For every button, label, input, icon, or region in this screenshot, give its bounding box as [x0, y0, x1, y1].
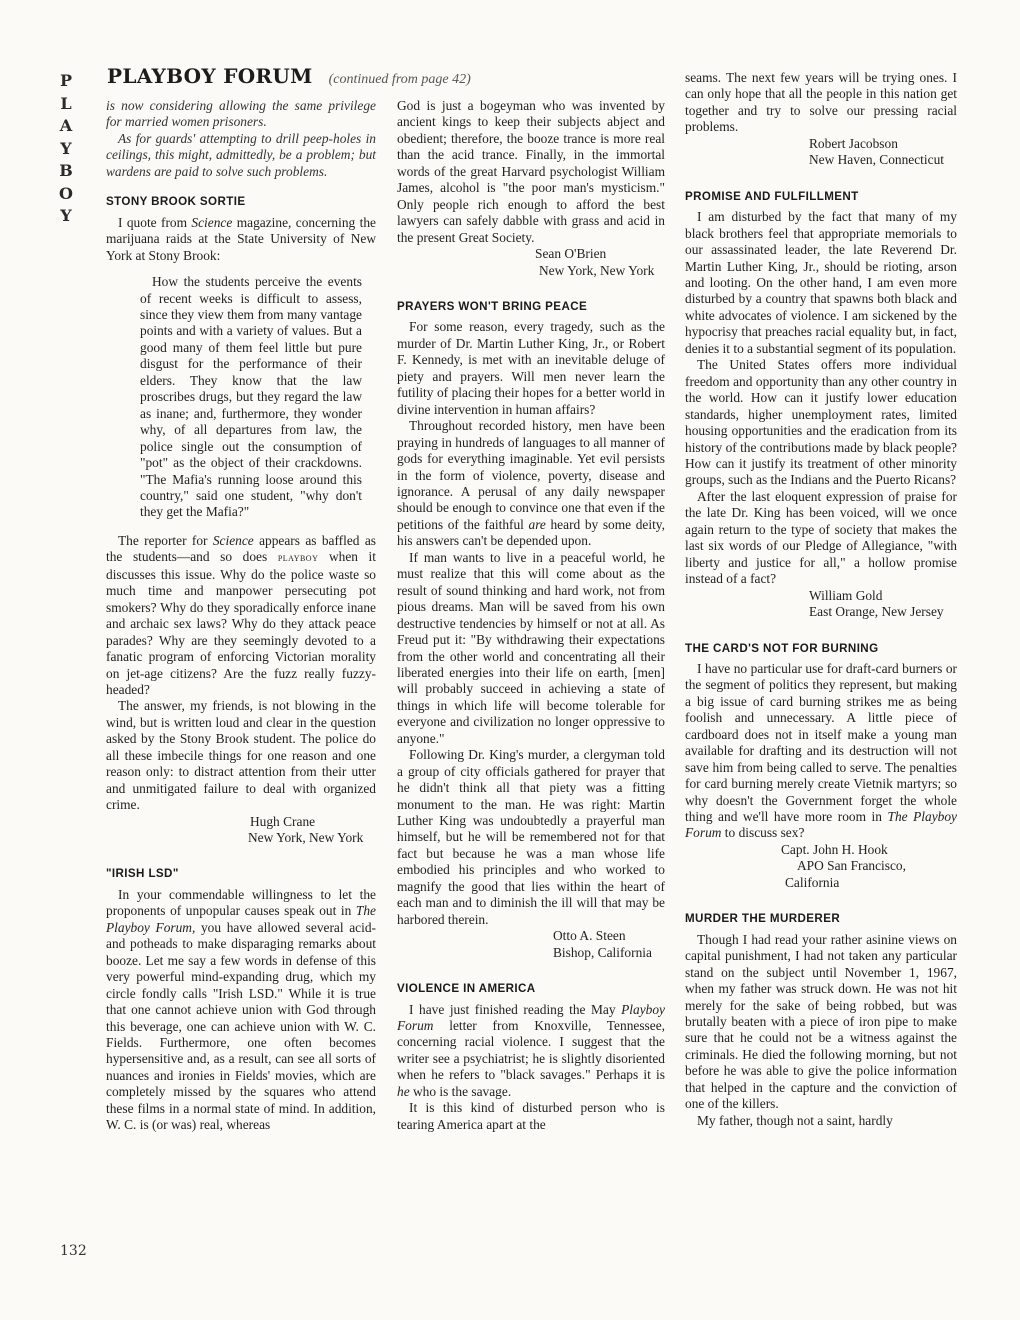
page-header	[107, 64, 667, 88]
letter-paragraph: I have just finished reading the May Playboy Forum letter from Knoxville, Tennessee, concerning racial violence. I suggest that the writer see a psychiatrist; he is slightly disoriented when he refers to "black savages." Perhaps it is he who is the savage.	[397, 1001, 665, 1099]
letter-paragraph: In your commendable willingness to let the proponents of unpopular causes speak out in The Playboy Forum, you have allowed several acid- and potheads to make disparaging remarks about booze. Let me say a few words in defense of this very powerful mind-expanding drug, which my circle fondly calls "Irish LSD." While it is true that one cannot achieve union with God through this beverage, one can achieve union with W. C. Fields. Furthermore, one often becomes hypersensitive and, as a result, can see all sorts of nuances and ironies in Fields' movies, which are completely missed by the squares who attend these films in a normal state of mind. In addition, W. C. is (or was) real, whereas	[106, 886, 376, 1133]
letter-heading: PROMISE AND FULFILLMENT	[685, 189, 859, 203]
brand-letter: O	[59, 183, 73, 203]
brand-letter: Y	[60, 206, 72, 225]
letter-heading: MURDER THE MURDERER	[685, 912, 841, 926]
signature-name: Otto A. Steen	[553, 928, 626, 944]
vertical-brand-label	[54, 70, 78, 228]
brand-letter: L	[60, 93, 72, 113]
letter-paragraph: seams. The next few years will be trying ones. I can only hope that all the people in this nation get together and try to solve our pressing racial problems.	[685, 70, 957, 135]
brand-letter: A	[59, 116, 73, 135]
letter-paragraph: For some reason, every tragedy, such as the murder of Dr. Martin Luther King, Jr., or Robert F. Kennedy, is met with an inevitable deluge of piety and prayers. Will men never learn the futility of placing their hopes for a better world in divine intervention in human affairs?	[397, 319, 665, 417]
signature-place: Bishop, California	[553, 944, 652, 960]
letter-paragraph: It is this kind of disturbed person who is tearing America apart at the	[397, 1100, 665, 1132]
column-3	[685, 70, 957, 1129]
signature-place: New York, New York	[248, 830, 364, 846]
letter-paragraph: My father, though not a saint, hardly	[697, 1112, 893, 1128]
letter-paragraph: I have no particular use for draft-card burners or the segment of politics they represent, but making a big issue of card burning strikes me as being foolish and unnecessary. A little piece of cardboard does not in itself make a young man available for drafting and its destruction will not save him from being called to serve. The penalties for card burning merely create Vietnik martyrs; so why doesn't the Government forget the whole thing and we'll have more room in The Playboy Forum to discuss sex?	[685, 660, 958, 841]
letter-heading: STONY BROOK SORTIE	[106, 195, 246, 209]
letter-paragraph: After the last eloquent expression of praise for the late Dr. King has been voiced, will we once again return to the type of society that makes the last six words of our Pledge of Allegiance, "with liberty and justice for all," a hollow promise instead of a fact?	[685, 488, 957, 587]
letter-paragraph: The reporter for Science appears as baffled as the students—and so does playboy when it discusses this issue. Why do the police waste so much time and manpower persecuting pot smokers? Why do they sporadically enforce inane and archaic sex laws? Why do they attack peace parades? Why are they seemingly devoted to a fanatic program of enforcing Victorian morality on jet-age citizens? Are the fuzz really fuzzy-headed?	[106, 532, 376, 697]
brand-letter: B	[59, 161, 73, 180]
signature-name: Robert Jacobson	[809, 135, 898, 151]
letter-heading: THE CARD'S NOT FOR BURNING	[685, 641, 879, 655]
signature-place: New Haven, Connecticut	[809, 152, 944, 168]
signature-name: William Gold	[809, 587, 883, 603]
column-2	[397, 98, 665, 1133]
page-number: 132	[60, 1243, 87, 1259]
letter-paragraph: God is just a bogeyman who was invented by ancient kings to keep their subjects abject and obedient; therefore, the booze trance is more real than the acid trance. Finally, in the immortal words of the great Harvard psychologist William James, alcohol is "the poor man's mysticism." Only people rich enough to afford the best lawyers can safely dabble with grass and acid in the present Great Society.	[397, 98, 665, 245]
column-1	[106, 98, 376, 1134]
letter-paragraph: Following Dr. King's murder, a clergyman told a group of city officials gathered for prayer that he didn't think all that piety was a fitting monument to the man. He was right: Martin Luther King was undoubtedly a prayerful man himself, but he will be remembered not for that fact but because he was a man whose life embodied his principles and who worked to magnify the good that lies within the heart of each man and to diminish the ill will that may be harbored therein.	[397, 747, 665, 927]
signature-name: Hugh Crane	[250, 813, 316, 829]
letter-paragraph: The answer, my friends, is not blowing in the wind, but is written loud and clear in the question asked by the Stony Brook student. The police do all these imbecile things for one reason and one reason only: to distract attention from their utter and unmitigated failure to deal with organized crime.	[106, 698, 376, 813]
letter-heading: "IRISH LSD"	[106, 867, 179, 881]
quote-paragraph: How the students perceive the events of recent weeks is difficult to assess, since they view them from many vantage points and with a variety of values. But a good many of them feel little but pure disgust for the performance of their elders. They know that the law proscribes drugs, but they regard the law as inane; and, furthermore, they wonder why, of all departures from law, the police single out the consumption of "pot" as the object of their crackdowns. "The Mafia's running loose around this country," said one student, "why don't they get the Mafia?"	[140, 274, 362, 520]
letter-paragraph: I am disturbed by the fact that many of my black brothers feel that appropriate memorials to our assassinated leader, the late Reverend Dr. Martin Luther King, Jr., should be rioting, arson and looting. On the other hand, I am even more disturbed by a country that spawns both black and white advocates of violence. I am sickened by the hypocrisy that preaches racial equality but, in fact, denies it to a substantial segment of its population.	[685, 209, 957, 356]
signature-place: New York, New York	[539, 262, 655, 278]
block-quote	[140, 274, 362, 521]
continued-note: (continued from page 42)	[328, 72, 471, 87]
brand-letter: Y	[60, 138, 72, 158]
signature-place: East Orange, New Jersey	[809, 604, 944, 620]
letter-paragraph: Though I had read your rather asinine views on capital punishment, I had not taken any particular stand on the subject until November 1, 1967, when my father was struck down. He was not hit merely for the sake of being robbed, but was brutally beaten with a piece of iron pipe to make sure that he could not be a witness against the criminals. He died the following morning, but not before he was able to give the police information that helped in the capture and the conviction of one of the killers.	[685, 931, 957, 1112]
letter-heading: PRAYERS WON'T BRING PEACE	[397, 299, 588, 313]
letter-heading: VIOLENCE IN AMERICA	[397, 982, 536, 996]
letter-paragraph: If man wants to live in a peaceful world, he must realize that this will come about as the result of sound thinking and hard work, not from pious dreams. Man will be saved from his own destructive tendencies by himself or not at all. As Freud put it: "By withdrawing their expectations from the other world and concentrating all their liberated energies into their life on earth, [men] will probably succeed in achieving a state of things in which life will become tolerable for everyone and civilization no longer oppressive to anyone."	[397, 549, 665, 746]
intro-paragraph: As for guards' attempting to drill peep-holes in ceilings, this might, admittedly, be a problem; but wardens are paid to solve such problems.	[106, 130, 376, 179]
signature-name: Sean O'Brien	[535, 246, 607, 262]
intro-paragraph: is now considering allowing the same privilege for married women prisoners.	[106, 98, 376, 130]
page-title: PLAYBOY FORUM	[107, 64, 313, 88]
signature-place: APO San Francisco, California	[785, 858, 906, 890]
letter-paragraph: Throughout recorded history, men have been praying in hundreds of languages to all manner of gods for everything imaginable. Yet evil persists in the form of violence, poverty, disease and ignorance. A perusal of any daily newspaper should be enough to convince one that even if the petitions of the faithful are heard by some deity, his answers can't be depended upon.	[397, 418, 665, 549]
brand-letter: P	[59, 71, 73, 90]
letter-paragraph: I quote from Science magazine, concerning the marijuana raids at the State University of New York at Stony Brook:	[106, 214, 376, 263]
letter-paragraph: The United States offers more individual freedom and opportunity than any other country in the world. How can it justify lower education standards, higher unemployment rates, limited housing opportunities and the eradication from its history of the contributions made by black people? How can it justify its treatment of other minority groups, such as the Indians and the Puerto Ricans?	[685, 357, 957, 488]
signature-name: Capt. John H. Hook	[781, 841, 888, 857]
